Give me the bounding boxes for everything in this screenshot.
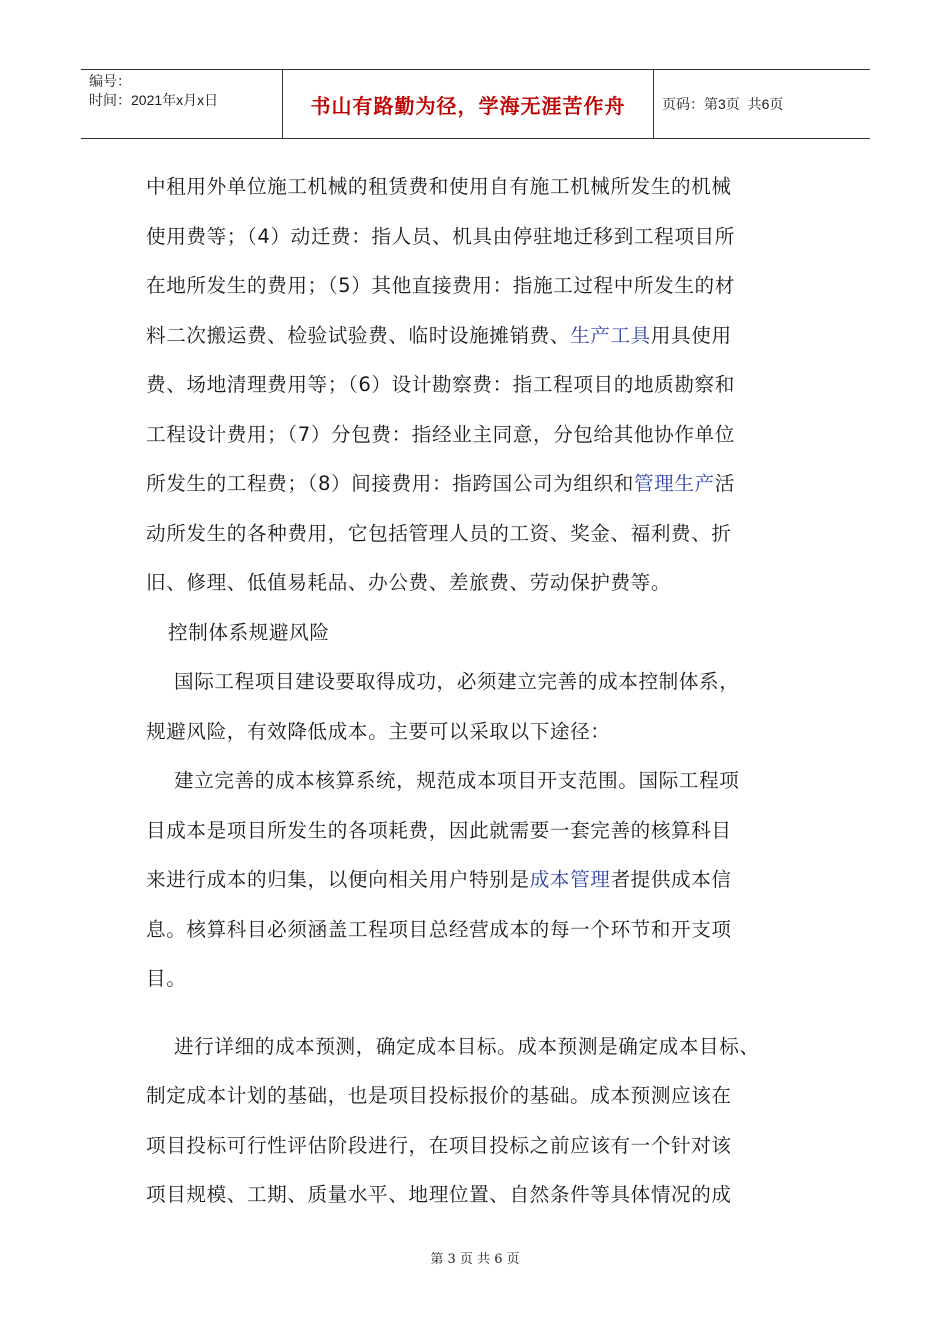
text-line: 项目投标可行性评估阶段进行，在项目投标之前应该有一个针对该 bbox=[146, 1133, 732, 1157]
doc-number-label: 编号： bbox=[89, 73, 131, 89]
link-production-tools[interactable]: 生产工具 bbox=[570, 323, 651, 347]
doc-time-label: 时间：2021年x月x日 bbox=[89, 92, 219, 108]
text-line: 所发生的工程费；（8）间接费用：指跨国公司为组织和管理生产活 bbox=[146, 472, 735, 495]
document-header bbox=[81, 69, 870, 139]
text-line: 旧、修理、低值易耗品、办公费、差旅费、劳动保护费等。 bbox=[146, 571, 672, 594]
paragraph-gap bbox=[146, 1004, 836, 1022]
text-line: 工程设计费用；（7）分包费：指经业主同意，分包给其他协作单位 bbox=[146, 422, 735, 446]
link-cost-management[interactable]: 成本管理 bbox=[529, 868, 611, 891]
text-line: 制定成本计划的基础，也是项目投标报价的基础。成本预测应该在 bbox=[146, 1084, 732, 1107]
text-line: 在地所发生的费用；（5）其他直接费用：指施工过程中所发生的材 bbox=[146, 274, 735, 297]
text-line: 规避风险，有效降低成本。主要可以采取以下途径： bbox=[146, 719, 611, 743]
text-line: 中租用外单位施工机械的租赁费和使用自有施工机械所发生的机械 bbox=[146, 175, 732, 198]
text-line: 使用费等；（4）动迁费：指人员、机具由停驻地迁移到工程项目所 bbox=[146, 224, 735, 248]
page-footer: 第 3 页 共 6 页 bbox=[430, 1252, 520, 1267]
text-line: 进行详细的成本预测，确定成本目标。成本预测是确定成本目标、 bbox=[174, 1034, 760, 1058]
text-line: 费、场地清理费用等；（6）设计勘察费：指工程项目的地质勘察和 bbox=[146, 373, 735, 396]
text-line: 动所发生的各种费用，它包括管理人员的工资、奖金、福利费、折 bbox=[146, 521, 732, 545]
header-meta bbox=[81, 70, 282, 138]
text-line: 息。核算科目必须涵盖工程项目总经营成本的每一个环节和开支项 bbox=[146, 917, 732, 941]
header-motto: 书山有路勤为径，学海无涯苦作舟 bbox=[282, 70, 654, 138]
text-line: 国际工程项目建设要取得成功，必须建立完善的成本控制体系， bbox=[174, 670, 740, 693]
text-line: 建立完善的成本核算系统，规范成本项目开支范围。国际工程项 bbox=[174, 769, 740, 792]
text-line: 项目规模、工期、质量水平、地理位置、自然条件等具体情况的成 bbox=[146, 1183, 732, 1206]
section-heading: 控制体系规避风险 bbox=[168, 620, 330, 644]
link-management-production[interactable]: 管理生产 bbox=[633, 472, 715, 495]
text-line: 目成本是项目所发生的各项耗费，因此就需要一套完善的核算科目 bbox=[146, 818, 732, 842]
document-body bbox=[146, 162, 836, 1220]
header-page-info bbox=[654, 70, 870, 138]
text-line: 目。 bbox=[146, 967, 187, 990]
text-line: 料二次搬运费、检验试验费、临时设施摊销费、生产工具用具使用 bbox=[146, 323, 732, 347]
text-line: 来进行成本的归集，以便向相关用户特别是成本管理者提供成本信 bbox=[146, 868, 732, 891]
page-info-text: 页码：第3页 共6页 bbox=[662, 96, 784, 112]
